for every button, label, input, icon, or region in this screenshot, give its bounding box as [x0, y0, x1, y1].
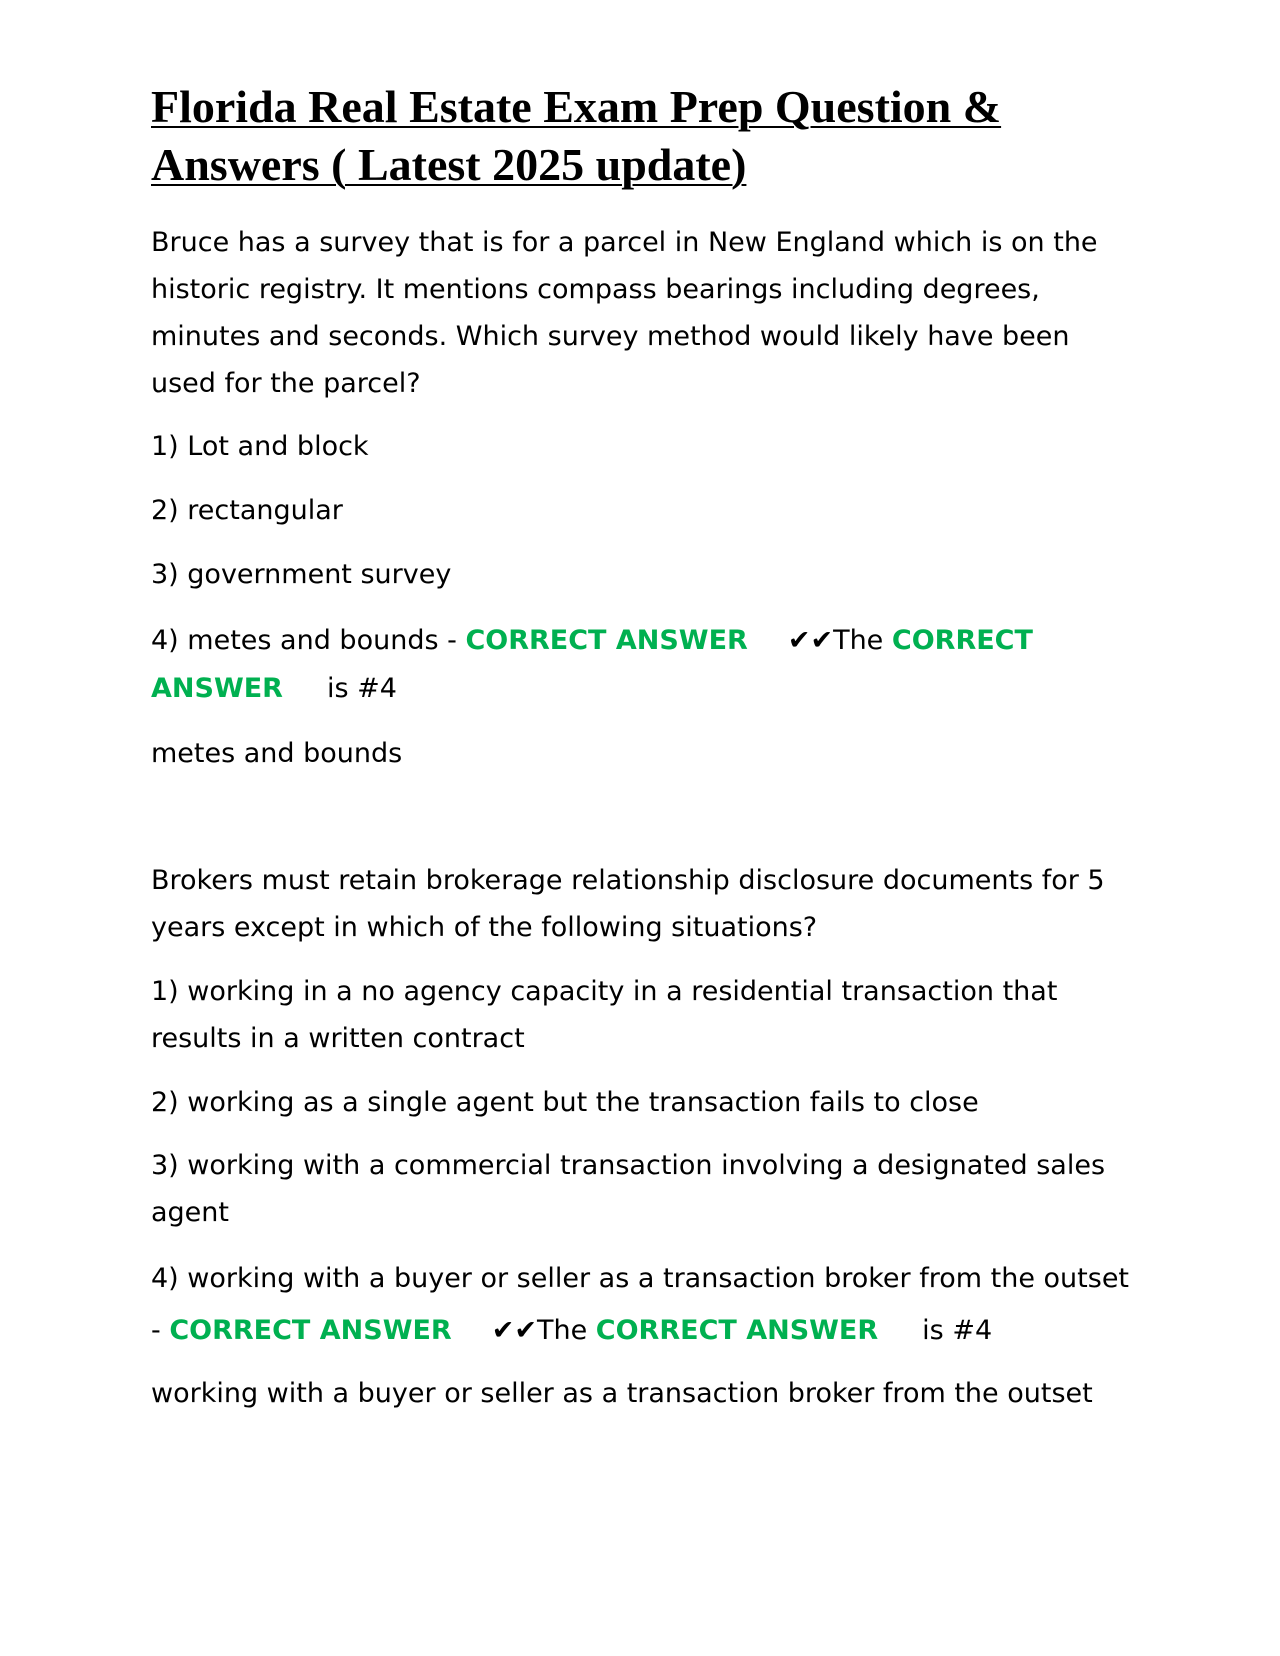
q2-option-1-line: results in a written contract [151, 1023, 525, 1054]
q2-option-4-answer [151, 1253, 1151, 1357]
checkmark-icon: ✔✔ [491, 1315, 537, 1346]
q1-answer-restated: metes and bounds [151, 738, 403, 769]
correct-answer-label: CORRECT ANSWER [465, 625, 748, 656]
q2-option-4: 4) working with a buyer or seller as a transaction broker from the outset [151, 1263, 1130, 1294]
q1-question [151, 219, 1151, 407]
document-title [151, 78, 1171, 194]
q1-question-line: historic registry. It mentions compass bearings including degrees, [151, 274, 1040, 305]
q2-option-1 [151, 968, 1151, 1062]
q1-question-line: minutes and seconds. Which survey method would likely have been [151, 321, 1070, 352]
answer-number: is #4 [922, 1315, 993, 1346]
q1-option-3: 3) government survey [151, 559, 452, 590]
q1-question-line: used for the parcel? [151, 368, 421, 399]
q2-option-1-line: 1) working in a no agency capacity in a residential transaction that [151, 976, 1058, 1007]
checkmark-icon: ✔✔ [787, 625, 834, 656]
q2-option-3-line: 3) working with a commercial transaction involving a designated sales [151, 1150, 1106, 1181]
answer-number: is #4 [326, 673, 397, 704]
correct-answer-label: CORRECT ANSWER [595, 1315, 879, 1346]
answer-word: ANSWER [151, 673, 283, 704]
the-text: The [833, 625, 892, 656]
q1-option-1: 1) Lot and block [151, 431, 369, 462]
q1-option-4: 4) metes and bounds - [151, 625, 466, 656]
dash: - [151, 1315, 170, 1346]
q2-question-line: Brokers must retain brokerage relationship disclosure documents for 5 [151, 865, 1105, 896]
q1-question-line: Bruce has a survey that is for a parcel in New England which is on the [151, 227, 1098, 258]
q2-answer-restated: working with a buyer or seller as a transaction broker from the outset [151, 1378, 1093, 1409]
q2-option-3-line: agent [151, 1197, 229, 1228]
q2-question-line: years except in which of the following situations? [151, 912, 818, 943]
the-text: The [536, 1315, 596, 1346]
q2-question [151, 857, 1151, 951]
q1-option-2: 2) rectangular [151, 495, 343, 526]
q2-option-3 [151, 1142, 1151, 1236]
correct-answer-label: CORRECT ANSWER [169, 1315, 452, 1346]
q2-option-2: 2) working as a single agent but the transaction fails to close [151, 1087, 979, 1118]
correct-word: CORRECT [891, 625, 1033, 656]
title-line-2: Answers ( Latest 2025 update) [151, 139, 747, 190]
q1-option-4-answer [151, 617, 1151, 713]
title-line-1: Florida Real Estate Exam Prep Question & [151, 81, 1002, 132]
